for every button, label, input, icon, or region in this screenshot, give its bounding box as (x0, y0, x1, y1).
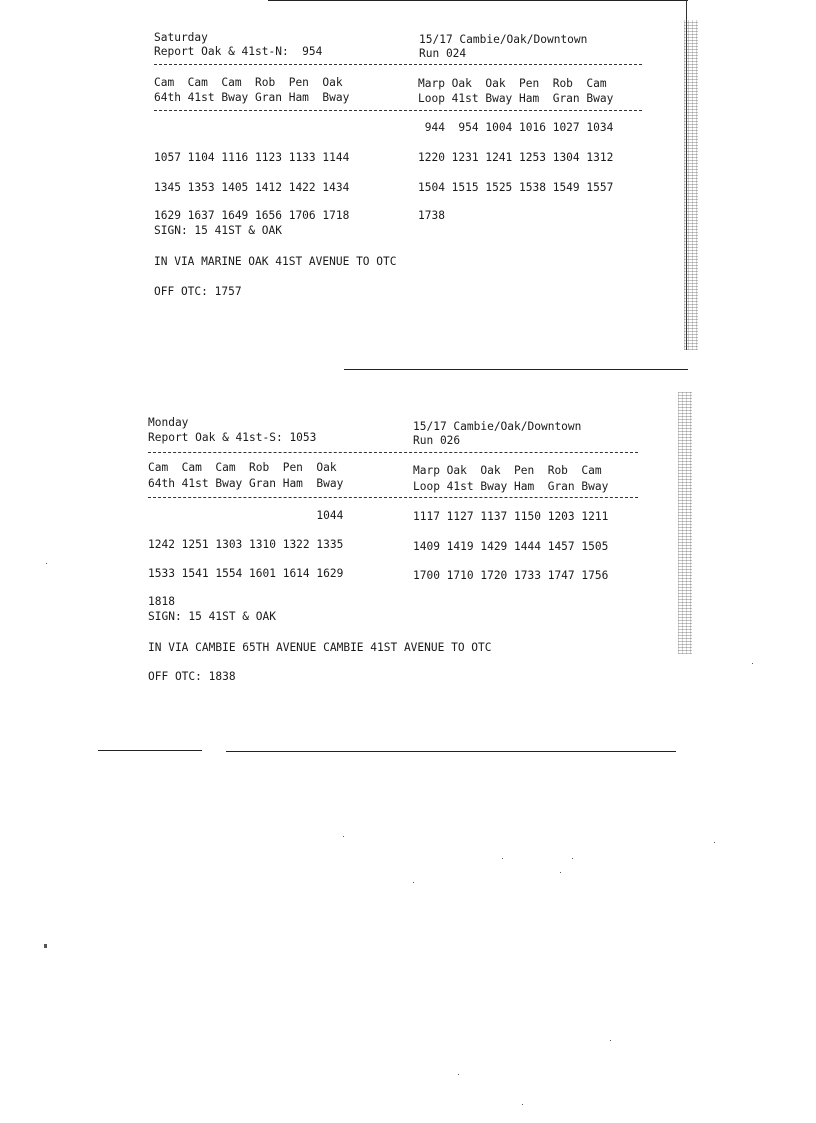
report-line: Report Oak & 41st-N: 954 (154, 45, 323, 58)
sign-line: SIGN: 15 41ST & OAK (154, 224, 282, 237)
time-row-right: 1409 1419 1429 1444 1457 1505 (413, 540, 609, 553)
time-row-right: 1700 1710 1720 1733 1747 1756 (413, 569, 609, 582)
time-row-left: 1345 1353 1405 1412 1422 1434 (154, 181, 350, 194)
via-line: IN VIA MARINE OAK 41ST AVENUE TO OTC (154, 255, 397, 268)
left-column-header-2: 64th 41st Bway Gran Ham Bway (148, 477, 344, 490)
via-line: IN VIA CAMBIE 65TH AVENUE CAMBIE 41ST AVENUE TO OTC (148, 641, 492, 654)
scan-speck (560, 872, 561, 873)
time-row-right: 1738 (418, 209, 445, 222)
scan-speck (714, 842, 715, 843)
header-divider-bottom (148, 497, 638, 498)
card-bottom-edge-right (226, 751, 676, 752)
scan-speck (610, 1040, 611, 1041)
time-row-right: 944 954 1004 1016 1027 1034 (418, 121, 614, 134)
left-column-header-1: Cam Cam Cam Rob Pen Oak (154, 76, 343, 89)
time-row-right: 1117 1127 1137 1150 1203 1211 (413, 510, 609, 523)
report-line: Report Oak & 41st-S: 1053 (148, 431, 317, 444)
scan-speck (502, 858, 503, 859)
run-number: Run 024 (419, 47, 467, 60)
right-column-header-1: Marp Oak Oak Pen Rob Cam (418, 77, 607, 90)
left-column-header-2: 64th 41st Bway Gran Ham Bway (154, 91, 350, 104)
scan-speck (413, 882, 414, 883)
scan-speck (46, 563, 47, 564)
route-name: 15/17 Cambie/Oak/Downtown (413, 420, 582, 433)
card-bottom-edge-left (98, 750, 202, 751)
route-name: 15/17 Cambie/Oak/Downtown (419, 33, 588, 46)
left-column-header-1: Cam Cam Cam Rob Pen Oak (148, 461, 337, 474)
scan-speck (522, 1104, 523, 1105)
scan-speck (752, 663, 753, 664)
time-row-right: 1220 1231 1241 1253 1304 1312 (418, 151, 614, 164)
day-label: Monday (148, 416, 189, 429)
time-row-left: 1057 1104 1116 1123 1133 1144 (154, 151, 350, 164)
time-row-left: 1242 1251 1303 1310 1322 1335 (148, 538, 344, 551)
right-column-header-2: Loop 41st Bway Ham Gran Bway (413, 480, 609, 493)
off-line: OFF OTC: 1757 (154, 285, 242, 298)
header-divider-top (148, 452, 638, 453)
right-column-header-2: Loop 41st Bway Ham Gran Bway (418, 92, 614, 105)
right-column-header-1: Marp Oak Oak Pen Rob Cam (413, 464, 602, 477)
time-row-left: 1044 (148, 509, 344, 522)
sign-line: SIGN: 15 41ST & OAK (148, 610, 276, 623)
time-row-left: 1533 1541 1554 1601 1614 1629 (148, 567, 344, 580)
time-row-left: 1629 1637 1649 1656 1706 1718 (154, 209, 350, 222)
off-line: OFF OTC: 1838 (148, 670, 236, 683)
time-row-left: 1818 (148, 595, 175, 608)
scan-noise-strip (678, 392, 692, 654)
scan-speck (343, 836, 344, 837)
scan-speck (458, 1074, 459, 1075)
scan-speck (572, 858, 573, 859)
run-number: Run 026 (413, 434, 461, 447)
scan-speck (44, 944, 47, 948)
day-label: Saturday (154, 31, 208, 44)
time-row-right: 1504 1515 1525 1538 1549 1557 (418, 181, 614, 194)
